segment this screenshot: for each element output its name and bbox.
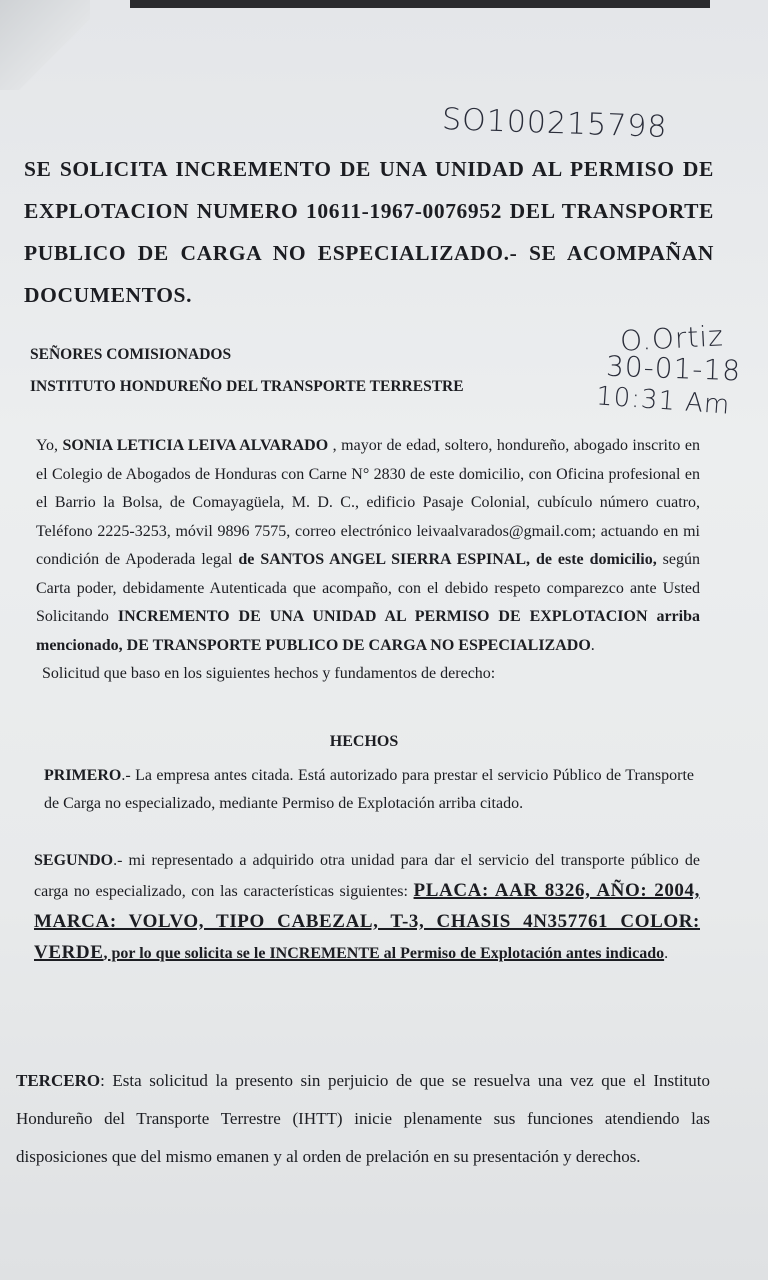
client-name: de SANTOS ANGEL SIERRA ESPINAL, de este domicilio, (238, 551, 657, 568)
intro-paragraph (36, 432, 700, 689)
top-shadow-band (130, 0, 710, 8)
tercero-text: : Esta solicitud la presento sin perjuicio de que se resuelva una vez que el Instituto Hondureño del Transporte Terrestre (IHTT) inicie plenamente sus funciones atendiendo las disposiciones que del mismo emanen y al orden de prelación en su presentación y derechos. (16, 1071, 710, 1166)
hechos-heading: HECHOS (329, 733, 399, 750)
segundo-paragraph (34, 846, 700, 969)
intro-text-5: Solicitud que baso en los siguientes hechos y fundamentos de derecho: (42, 665, 496, 682)
primero-paragraph (44, 762, 694, 818)
document-title: SE SOLICITA INCREMENTO DE UNA UNIDAD AL PERMISO DE EXPLOTACION NUMERO 10611-1967-0076952 DEL TRANSPORTE PUBLICO DE CARGA NO ESPECIALIZADO.- SE ACOMPAÑAN DOCUMENTOS. (24, 157, 714, 307)
tercero-paragraph (16, 1062, 710, 1176)
receipt-date: 30-01-18 (605, 349, 742, 388)
intro-text-1: Yo, (36, 437, 63, 454)
addressee-line-2: INSTITUTO HONDUREÑO DEL TRANSPORTE TERRESTRE (30, 378, 464, 395)
folded-corner (0, 0, 90, 90)
primero-label: PRIMERO (44, 767, 122, 784)
handwritten-stamp-number: SO100215798 (441, 102, 668, 145)
receipt-signature: O.Ortiz (619, 319, 725, 358)
segundo-label: SEGUNDO (34, 852, 114, 869)
intro-text-4: . (590, 636, 595, 654)
addressee-line-1: SEÑORES COMISIONADOS (30, 346, 232, 363)
segundo-text: .- mi representado a adquirido otra unidad para dar el servicio del transporte público de carga no especializado, con las características siguientes: (34, 852, 700, 900)
attorney-name: SONIA LETICIA LEIVA ALVARADO (62, 437, 329, 454)
intro-text-3: según Carta poder, debidamente Autenticada que acompaño, con el debido respeto comparezco ante Usted Solicitando (36, 551, 701, 625)
primero-text: .- La empresa antes citada. Está autorizado para prestar el servicio Público de Transporte de Carga no especializado, mediante Permiso de Explotación arriba citado. (44, 767, 694, 812)
tercero-label: TERCERO (16, 1071, 101, 1090)
intro-text-2: , mayor de edad, soltero, hondureño, abogado inscrito en el Colegio de Abogados de Honduras con Carne N° 2830 de este domicilio, con Oficina profesional en el Barrio la Bolsa, de Comayagüela, M. D. C., edificio Pasaje Colonial, cubículo número cuatro, Teléfono 2225-3253, móvil 9896 7575, correo electrónico leivaalvarados@gmail.com; actuando en mi condición de Apoderada legal (36, 437, 701, 568)
segundo-end: . (664, 945, 669, 962)
vehicle-details: PLACA: AAR 8326, AÑO: 2004, MARCA: VOLVO, TIPO CABEZAL, T-3, CHASIS 4N357761 COLOR: VERDE (34, 880, 700, 963)
segundo-request: , por lo que solicita se le INCREMENTE al Permiso de Explotación antes indicado (103, 945, 665, 962)
request-text: INCREMENTO DE UNA UNIDAD AL PERMISO DE EXPLOTACION arriba mencionado, DE TRANSPORTE PUBLICO DE CARGA NO ESPECIALIZADO (36, 608, 700, 654)
receipt-time: 10:31 Am (595, 381, 732, 421)
